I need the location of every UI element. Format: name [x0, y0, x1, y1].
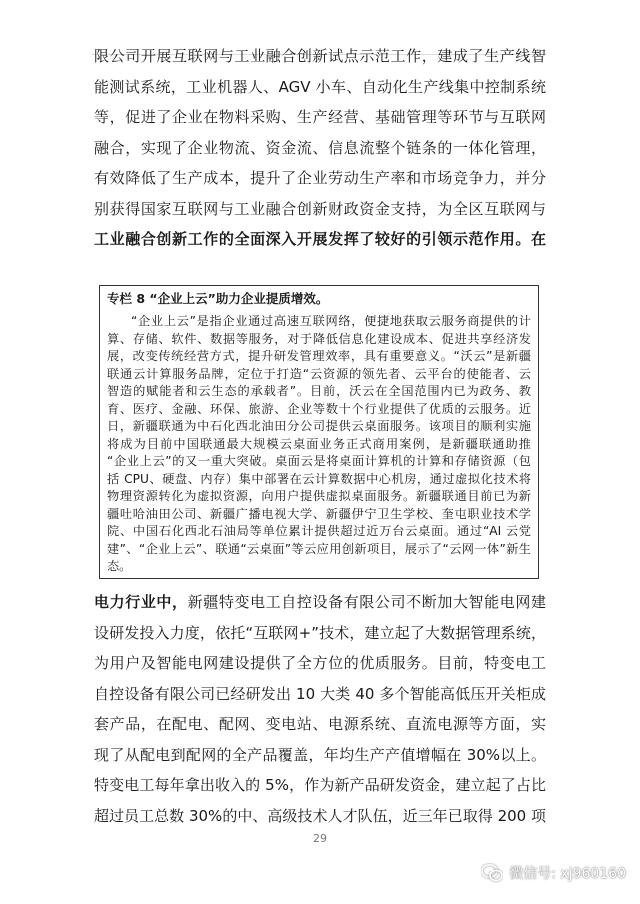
text-line: 现了从配电到配网的全产品覆盖，年均生产产值增幅在 30%以上。 [94, 745, 546, 764]
paragraph-1 [94, 41, 546, 255]
text-line: 别获得国家互联网与工业融合创新财政资金支持，为全区互联网与 [94, 199, 546, 218]
box-line: 院、中国石化西北石油局等单位累计提供超过近万台云桌面。通过“AI 云党 [107, 524, 531, 538]
lead-phrase: 电力行业中， [94, 593, 188, 611]
text-line: 特变电工每年拿出收入的 5%，作为新产品研发资金，建立起了占比 [94, 776, 546, 794]
text-line: 设研发投入力度，依托“互联网+”技术，建立起了大数据管理系统， [94, 623, 546, 642]
watermark-text: 微信号: xj960160 [509, 866, 626, 882]
box-line: 育、医疗、金融、环保、旅游、企业等数十个行业提供了优质的云服务。近 [107, 401, 531, 416]
box-line: 建”、“企业上云”、联通“云桌面”等云应用创新项目，展示了“云网一体”新生 [107, 541, 531, 556]
box-line: 将成为目前中国联通最大规模云桌面业务正式商用案例，是新疆联通助推 [107, 436, 531, 451]
text-fragment: 新疆特变电工自控设备有限公司不断加大智能电网建 [187, 593, 546, 611]
box-body [107, 313, 531, 576]
text-line: 为用户及智能电网建设提供了全方位的优质服务。目前，特变电工 [94, 654, 546, 672]
text-line: 限公司开展互联网与工业融合创新试点示范工作，建成了生产线智 [94, 47, 546, 65]
text-line: 融合，实现了企业物流、资金流、信息流整个链条的一体化管理， [94, 138, 546, 157]
text-line: 能测试系统，工业机器人、AGV 小车、自动化生产线集中控制系统 [94, 77, 546, 96]
box-line: 括 CPU、硬盘、内存）集中部署在云计算数据中心机房，通过虚拟化技术将 [107, 471, 531, 486]
watermark [481, 862, 626, 884]
text-line: 工业融合创新工作的全面深入开展发挥了较好的引领示范作用。在 [94, 230, 546, 248]
text-line: 有效降低了生产成本，提升了企业劳动生产率和市场竞争力，并分 [94, 169, 546, 187]
box-line: “企业上云”的又一重大突破。桌面云是将桌面计算机的计算和存储资源（包 [107, 454, 531, 468]
box-line: 联通云计算服务品牌，定位于打造“云资源的领先者、云平台的使能者、云 [107, 366, 531, 381]
box-line: 智造的赋能者和云生态的承载者”。目前，沃云在全国范围内已为政务、教 [107, 384, 531, 398]
box-line: 疆吐哈油田公司、新疆广播电视大学、新疆伊宁卫生学校、奎屯职业技术学 [107, 506, 531, 521]
box-line: 物理资源转化为虚拟资源，向用户提供虚拟桌面服务。新疆联通目前已为新 [107, 489, 531, 503]
text-line: 套产品，在配电、配网、变电站、电源系统、直流电源等方面，实 [94, 715, 546, 733]
box-line: 算、存储、软件、数据等服务，对于降低信息化建设成本、促进共享经济发 [107, 331, 531, 346]
text-line: 等，促进了企业在物料采购、生产经营、基础管理等环节与互联网 [94, 108, 546, 126]
box-line: “企业上云”是指企业通过高速互联网络，便捷地获取云服务商提供的计 [131, 314, 531, 328]
wechat-icon [481, 863, 503, 883]
box-line: 展，改变传统经营方式，提升研发管理效率，具有重要意义。“沃云”是新疆 [107, 349, 531, 363]
box-line: 日，新疆联通为中石化西北油田分公司提供云桌面服务。该项目的顺利实施 [107, 419, 531, 433]
text-line: 超过员工总数 30%的中、高级技术人才队伍，近三年已取得 200 项 [94, 806, 546, 825]
text-line [94, 587, 546, 618]
text-line: 自控设备有限公司已经研发出 10 大类 40 多个智能高低压开关柜成 [94, 684, 546, 703]
paragraph-2 [94, 587, 546, 831]
sidebar-box-column-8 [99, 285, 539, 579]
box-line: 态。 [107, 559, 132, 573]
box-title: 专栏 8 “企业上云”助力企业提质增效。 [107, 291, 329, 306]
page-number: 29 [313, 832, 327, 845]
